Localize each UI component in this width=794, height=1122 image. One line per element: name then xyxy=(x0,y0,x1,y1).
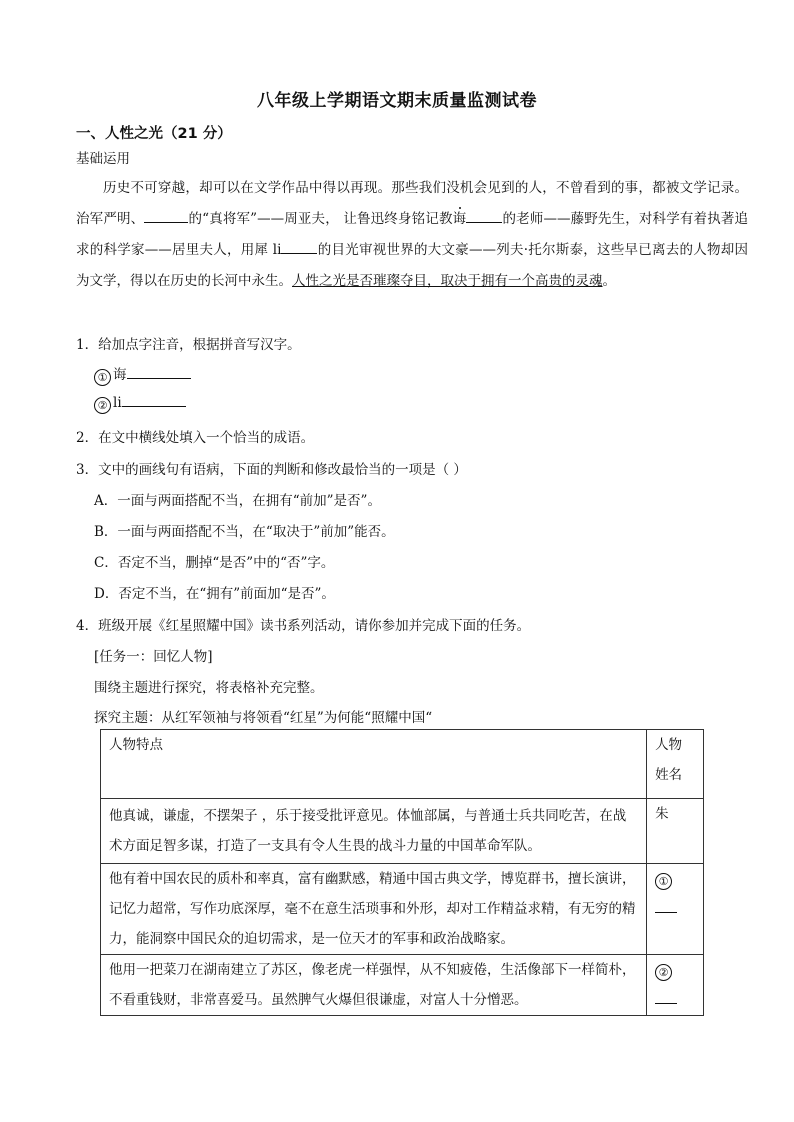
option-b[interactable]: B．一面与两面搭配不当，在“取决于”前加”能否。 xyxy=(94,524,395,540)
traits-cell: 他真诚，谦虚，不摆架子 ，乐于接受批评意见。体恤部属，与普通士兵共同吃苦，在战术方面足智多谋，打造了一支具有令人生畏的战斗力量的中国革命军队。 xyxy=(101,799,647,864)
item-number: ② xyxy=(94,397,111,414)
option-c[interactable]: C．否定不当，删掉“是否”中的“否”字。 xyxy=(94,555,335,571)
subsection-heading: 基础运用 xyxy=(76,151,130,167)
item-text: li xyxy=(113,395,122,411)
underlined-sentence: 人性之光是否璀璨夺目，取决于拥有一个高贵的灵魂 xyxy=(292,273,603,289)
name-blank[interactable] xyxy=(655,900,677,913)
answer-blank[interactable] xyxy=(127,366,191,379)
passage-text-1: 历史不可穿越，却可以在文学作品中得以再现。那些我们没机会见到的人，不曾看到的事，都被文学记录。治军严明、 xyxy=(76,180,748,227)
name-blank[interactable] xyxy=(655,991,677,1004)
question-3-stem: 3．文中的画线句有语病，下面的判断和修改最恰当的一项是（ ） xyxy=(76,462,467,478)
pinyin-blank[interactable] xyxy=(466,208,502,223)
question-1-item-1 xyxy=(94,363,191,386)
name-cell[interactable] xyxy=(647,955,704,1016)
question-1-item-2 xyxy=(94,394,186,414)
exam-title: 八年级上学期语文期末质量监测试卷 xyxy=(257,91,537,111)
passage-end: 。 xyxy=(602,273,616,289)
idiom-blank[interactable] xyxy=(144,208,188,223)
name-cell: 朱 xyxy=(647,799,704,864)
header-name-line-1: 人物 xyxy=(655,737,683,753)
traits-cell: 他有着中国农民的质朴和率真，富有幽默感，精通中国古典文学，博览群书，擅长演讲，记忆力超常，写作功底深厚，毫不在意生活琐事和外形，却对工作精益求精，有无穷的精力，能洞察中国民众的迫切需求，是一位天才的军事和政治战略家。 xyxy=(101,864,647,955)
task-theme: 探究主题：从红军领袖与将领看“红星”为何能“照耀中国“ xyxy=(94,710,433,726)
character-table xyxy=(100,729,704,1016)
answer-blank[interactable] xyxy=(122,394,186,407)
name-number: ② xyxy=(655,964,672,981)
passage-text-2: 的“真将军”——周亚夫， 让鲁迅终身铭记教 xyxy=(188,211,453,227)
traits-cell: 他用一把菜刀在湖南建立了苏区，像老虎一样强悍，从不知疲倦，生活像部下一样简朴，不看重钱财，非常喜爱马。虽然脾气火爆但很谦虚，对富人十分憎恶。 xyxy=(101,955,647,1016)
name-number: ① xyxy=(655,873,672,890)
hanzi-blank[interactable] xyxy=(281,239,317,254)
passage-text-4: 的目光审视世界的大文豪——列夫·托尔斯泰，这些早已离去的人物却因为文学，得以在历史的长河中永生。 xyxy=(76,242,748,289)
header-name-line-2: 姓名 xyxy=(655,767,683,783)
passage-text-3: 的老师——藤野先生，对科学有着执著追求的科学家——居里夫人，用犀 li xyxy=(76,211,749,258)
question-4-stem: 4．班级开展《红星照耀中国》读书系列活动，请你参加并完成下面的任务。 xyxy=(76,618,531,634)
name-cell[interactable] xyxy=(647,864,704,955)
dotted-char: 诲 xyxy=(452,211,467,227)
reading-passage xyxy=(76,173,748,297)
question-1-stem: 1．给加点字注音，根据拼音写汉字。 xyxy=(76,337,301,353)
header-name xyxy=(647,730,704,799)
table-header-row xyxy=(101,730,704,799)
table-row xyxy=(101,864,704,955)
table-row xyxy=(101,799,704,864)
section-heading: 一、人性之光（21 分） xyxy=(76,126,232,142)
table-row xyxy=(101,955,704,1016)
task-label: [任务一：回忆人物] xyxy=(94,649,213,665)
task-instruction: 围绕主题进行探究，将表格补充完整。 xyxy=(94,680,324,696)
item-number: ① xyxy=(94,369,111,386)
option-d[interactable]: D．否定不当，在“拥有”前面加“是否”。 xyxy=(94,586,335,602)
header-traits: 人物特点 xyxy=(101,730,647,799)
question-2-stem: 2．在文中横线处填入一个恰当的成语。 xyxy=(76,430,315,446)
item-text: 诲 xyxy=(113,367,127,383)
option-a[interactable]: A．一面与两面搭配不当，在拥有“前加”是否”。 xyxy=(94,493,381,509)
